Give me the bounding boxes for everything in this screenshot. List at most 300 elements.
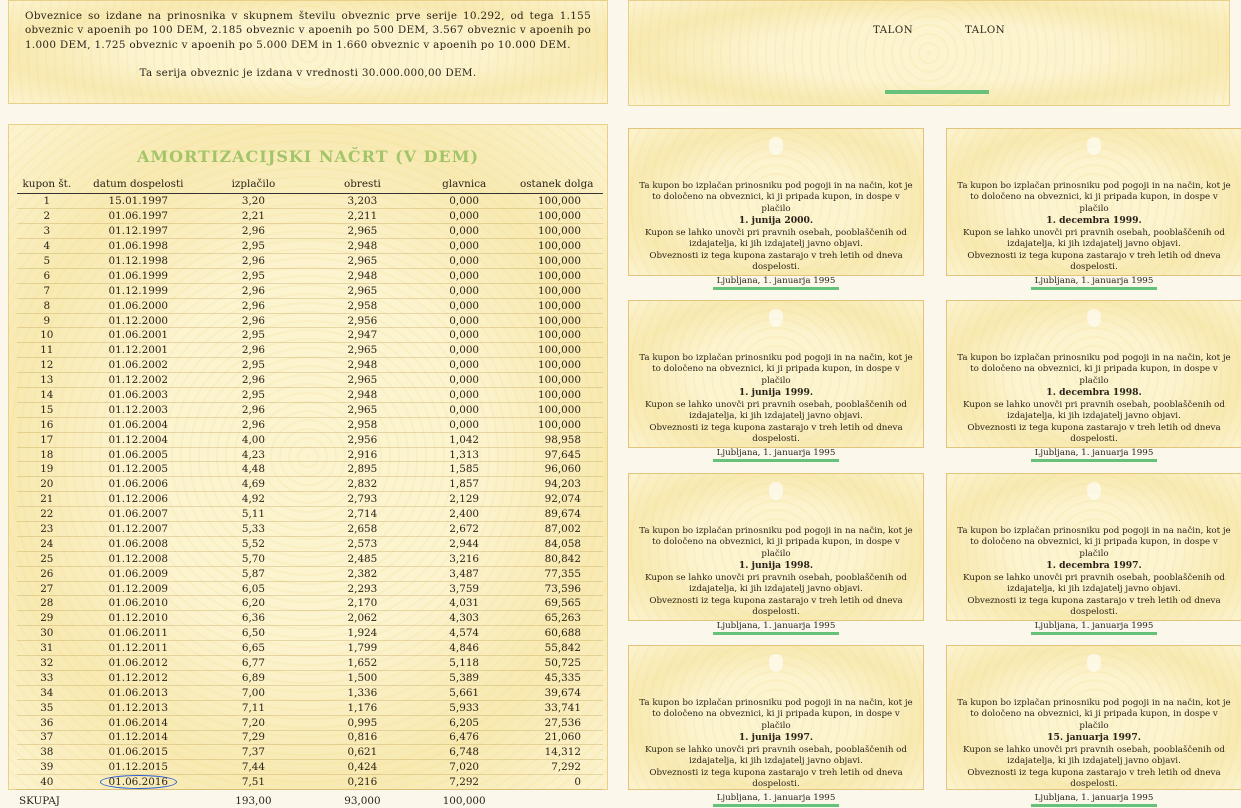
cell-ostanek: 100,000 <box>510 388 603 403</box>
series-value-text: Ta serija obveznic je izdana v vrednosti 30.000.000,00 DEM. <box>139 67 477 80</box>
cell-izplacilo: 2,96 <box>200 254 307 269</box>
cell-kupon: 23 <box>17 522 77 537</box>
cell-glavnica: 0,000 <box>418 283 511 298</box>
coupon-city-date: Ljubljana, 1. januarja 1995 <box>713 448 840 462</box>
cell-obresti: 2,948 <box>307 268 418 283</box>
cell-obresti: 2,965 <box>307 283 418 298</box>
cell-izplacilo: 6,05 <box>200 581 307 596</box>
cell-kupon: 15 <box>17 402 77 417</box>
circled-date: 01.06.2016 <box>100 775 178 789</box>
cell-datum: 01.06.2004 <box>77 417 200 432</box>
table-row <box>17 507 603 522</box>
cell-obresti: 2,714 <box>307 507 418 522</box>
cell-ostanek: 92,074 <box>510 492 603 507</box>
table-row <box>17 417 603 432</box>
cell-izplacilo: 7,20 <box>200 715 307 730</box>
cell-obresti: 1,500 <box>307 670 418 685</box>
cell-izplacilo: 2,96 <box>200 313 307 328</box>
cell-kupon: 32 <box>17 656 77 671</box>
cell-glavnica: 6,748 <box>418 745 511 760</box>
cell-izplacilo: 4,00 <box>200 432 307 447</box>
cell-izplacilo: 2,21 <box>200 209 307 224</box>
cell-izplacilo: 7,11 <box>200 700 307 715</box>
coupon-line1: Ta kupon bo izplačan prinosniku pod pogoji in na način, kot je to določeno na obveznici, ki ji pripada kupon, in dospe v plačilo <box>957 353 1231 386</box>
cell-kupon: 22 <box>17 507 77 522</box>
coupon-line1: Ta kupon bo izplačan prinosniku pod pogoji in na način, kot je to določeno na obveznici, ki ji pripada kupon, in dospe v plačilo <box>957 181 1231 214</box>
cell-ostanek: 100,000 <box>510 343 603 358</box>
cell-kupon: 19 <box>17 462 77 477</box>
cell-ostanek: 100,000 <box>510 268 603 283</box>
cell-ostanek: 45,335 <box>510 670 603 685</box>
cell-glavnica: 0,000 <box>418 373 511 388</box>
cell-kupon: 11 <box>17 343 77 358</box>
coupon-due-date: 1. decembra 1999. <box>1046 215 1142 227</box>
cell-datum <box>77 775 200 790</box>
cell-obresti: 2,382 <box>307 566 418 581</box>
table-row <box>17 492 603 507</box>
totals-obresti: 93,000 <box>307 790 418 808</box>
coupon-line2: Kupon se lahko unovči pri pravnih osebah, pooblaščenih od izdajatelja, ki jih izdajatelj javno objavi. <box>645 399 907 422</box>
cell-obresti: 2,211 <box>307 209 418 224</box>
cell-ostanek: 94,203 <box>510 477 603 492</box>
cell-glavnica: 0,000 <box>418 402 511 417</box>
cell-izplacilo: 3,20 <box>200 194 307 209</box>
coupon-line1: Ta kupon bo izplačan prinosniku pod pogoji in na način, kot je to določeno na obveznici, ki ji pripada kupon, in dospe v plačilo <box>957 526 1231 559</box>
cell-kupon: 26 <box>17 566 77 581</box>
coupon-line3: Obveznosti iz tega kupona zastarajo v treh letih od dneva dospelosti. <box>967 767 1221 790</box>
cell-ostanek: 55,842 <box>510 641 603 656</box>
cell-obresti: 2,832 <box>307 477 418 492</box>
coupon-line2: Kupon se lahko unovči pri pravnih osebah, pooblaščenih od izdajatelja, ki jih izdajatelj javno objavi. <box>645 744 907 767</box>
coupon-text <box>957 526 1231 635</box>
cell-kupon: 37 <box>17 730 77 745</box>
cell-kupon: 20 <box>17 477 77 492</box>
table-row <box>17 402 603 417</box>
cell-glavnica: 0,000 <box>418 254 511 269</box>
cell-ostanek: 100,000 <box>510 224 603 239</box>
cell-glavnica: 4,303 <box>418 611 511 626</box>
coupon-7 <box>628 645 924 803</box>
cell-glavnica: 2,944 <box>418 536 511 551</box>
coupon-line2: Kupon se lahko unovči pri pravnih osebah, pooblaščenih od izdajatelja, ki jih izdajatelj javno objavi. <box>963 744 1225 767</box>
cell-datum: 01.06.2008 <box>77 536 200 551</box>
cell-kupon: 39 <box>17 760 77 775</box>
table-row <box>17 313 603 328</box>
cell-kupon: 12 <box>17 358 77 373</box>
coupon-line3: Obveznosti iz tega kupona zastarajo v treh letih od dneva dospelosti. <box>967 595 1221 618</box>
cell-glavnica: 6,476 <box>418 730 511 745</box>
cell-izplacilo: 2,95 <box>200 268 307 283</box>
table-row <box>17 447 603 462</box>
coupon-line3: Obveznosti iz tega kupona zastarajo v treh letih od dneva dospelosti. <box>649 767 903 790</box>
cell-glavnica: 0,000 <box>418 224 511 239</box>
cell-kupon: 35 <box>17 700 77 715</box>
cell-ostanek: 27,536 <box>510 715 603 730</box>
cell-ostanek: 100,000 <box>510 239 603 254</box>
cell-ostanek: 100,000 <box>510 298 603 313</box>
cell-kupon: 10 <box>17 328 77 343</box>
coupon-line1: Ta kupon bo izplačan prinosniku pod pogoji in na način, kot je to določeno na obveznici, ki ji pripada kupon, in dospe v plačilo <box>957 698 1231 731</box>
cell-kupon: 2 <box>17 209 77 224</box>
cell-datum: 01.06.2000 <box>77 298 200 313</box>
cell-kupon: 36 <box>17 715 77 730</box>
cell-glavnica: 5,389 <box>418 670 511 685</box>
cell-datum: 01.12.2004 <box>77 432 200 447</box>
table-row <box>17 611 603 626</box>
table-row <box>17 477 603 492</box>
cell-obresti: 3,203 <box>307 194 418 209</box>
cell-obresti: 1,336 <box>307 685 418 700</box>
cell-datum: 01.12.2011 <box>77 641 200 656</box>
cell-obresti: 2,062 <box>307 611 418 626</box>
coupon-text <box>957 698 1231 807</box>
cell-ostanek: 100,000 <box>510 358 603 373</box>
amortization-plan <box>8 124 608 808</box>
cell-glavnica: 1,042 <box>418 432 511 447</box>
cell-glavnica: 7,020 <box>418 760 511 775</box>
cell-izplacilo: 2,96 <box>200 283 307 298</box>
coupon-line2: Kupon se lahko unovči pri pravnih osebah, pooblaščenih od izdajatelja, ki jih izdajatelj javno objavi. <box>963 227 1225 250</box>
cell-kupon: 34 <box>17 685 77 700</box>
cell-datum: 01.12.1998 <box>77 254 200 269</box>
bond-info-paragraph: Obveznice so izdane na prinosnika v skupnem številu obveznic prve serije 10.292, od tega 1.155 obveznic v apoenih po 100 DEM, 2.185 obveznic v apoenih po 500 DEM, 3.567 obveznic v apoenih po 1.000 DEM, 1.725 obveznic v apoenih po 5.000 DEM in 1.660 obveznic v apoenih po 10.000 DEM. <box>25 10 591 51</box>
cell-datum: 01.06.1999 <box>77 268 200 283</box>
cell-kupon: 33 <box>17 670 77 685</box>
cell-izplacilo: 2,95 <box>200 388 307 403</box>
coupon-4 <box>946 300 1241 458</box>
cell-glavnica: 2,672 <box>418 522 511 537</box>
table-row <box>17 700 603 715</box>
cell-datum: 01.12.2010 <box>77 611 200 626</box>
cell-obresti: 2,948 <box>307 388 418 403</box>
amortization-table <box>17 179 603 808</box>
coupon-city-date: Ljubljana, 1. januarja 1995 <box>1031 448 1158 462</box>
cell-kupon: 25 <box>17 551 77 566</box>
cell-kupon: 38 <box>17 745 77 760</box>
cell-ostanek: 84,058 <box>510 536 603 551</box>
cell-datum: 01.12.2008 <box>77 551 200 566</box>
cell-ostanek: 87,002 <box>510 522 603 537</box>
cell-datum: 01.12.1999 <box>77 283 200 298</box>
cell-obresti: 2,965 <box>307 373 418 388</box>
cell-kupon: 18 <box>17 447 77 462</box>
cell-izplacilo: 6,36 <box>200 611 307 626</box>
table-row <box>17 343 603 358</box>
cell-obresti: 1,652 <box>307 656 418 671</box>
cell-izplacilo: 6,20 <box>200 596 307 611</box>
cell-izplacilo: 2,95 <box>200 328 307 343</box>
cell-ostanek: 100,000 <box>510 373 603 388</box>
coupon-1 <box>628 128 924 286</box>
crest-icon <box>769 654 783 672</box>
cell-izplacilo: 5,11 <box>200 507 307 522</box>
cell-izplacilo: 6,77 <box>200 656 307 671</box>
cell-ostanek: 69,565 <box>510 596 603 611</box>
totals-label: SKUPAJ <box>17 790 77 808</box>
cell-kupon: 31 <box>17 641 77 656</box>
crest-icon <box>1087 654 1101 672</box>
totals-izplacilo: 193,00 <box>200 790 307 808</box>
coupon-city-date: Ljubljana, 1. januarja 1995 <box>713 793 840 807</box>
cell-obresti: 2,658 <box>307 522 418 537</box>
coupon-6 <box>946 473 1241 631</box>
cell-datum: 01.06.1998 <box>77 239 200 254</box>
cell-kupon: 21 <box>17 492 77 507</box>
coupon-due-date: 15. januarja 1997. <box>1047 732 1141 744</box>
cell-obresti: 2,965 <box>307 254 418 269</box>
cell-glavnica: 0,000 <box>418 194 511 209</box>
cell-datum: 01.12.2005 <box>77 462 200 477</box>
cell-obresti: 2,965 <box>307 343 418 358</box>
table-row <box>17 432 603 447</box>
table-row <box>17 551 603 566</box>
bond-info-panel <box>8 0 608 104</box>
table-row <box>17 760 603 775</box>
cell-izplacilo: 7,00 <box>200 685 307 700</box>
cell-datum: 01.12.2001 <box>77 343 200 358</box>
cell-izplacilo: 2,96 <box>200 224 307 239</box>
table-row <box>17 462 603 477</box>
cell-datum: 01.06.2010 <box>77 596 200 611</box>
cell-obresti: 2,573 <box>307 536 418 551</box>
cell-izplacilo: 5,33 <box>200 522 307 537</box>
coupon-city-date: Ljubljana, 1. januarja 1995 <box>1031 621 1158 635</box>
table-row <box>17 566 603 581</box>
cell-glavnica: 1,313 <box>418 447 511 462</box>
cell-glavnica: 4,031 <box>418 596 511 611</box>
talon-panel <box>628 0 1230 106</box>
coupon-5 <box>628 473 924 631</box>
cell-glavnica: 3,487 <box>418 566 511 581</box>
cell-ostanek: 77,355 <box>510 566 603 581</box>
cell-izplacilo: 2,96 <box>200 417 307 432</box>
table-row <box>17 283 603 298</box>
cell-glavnica: 0,000 <box>418 268 511 283</box>
cell-kupon: 6 <box>17 268 77 283</box>
cell-glavnica: 3,216 <box>418 551 511 566</box>
cell-obresti: 2,965 <box>307 224 418 239</box>
cell-kupon: 13 <box>17 373 77 388</box>
cell-glavnica: 1,857 <box>418 477 511 492</box>
table-row <box>17 239 603 254</box>
coupon-line3: Obveznosti iz tega kupona zastarajo v treh letih od dneva dospelosti. <box>649 250 903 273</box>
coupon-2 <box>946 128 1241 286</box>
cell-izplacilo: 2,96 <box>200 402 307 417</box>
cell-datum: 01.12.2002 <box>77 373 200 388</box>
cell-glavnica: 0,000 <box>418 343 511 358</box>
cell-kupon: 9 <box>17 313 77 328</box>
cell-izplacilo: 4,92 <box>200 492 307 507</box>
cell-ostanek: 50,725 <box>510 656 603 671</box>
cell-glavnica: 0,000 <box>418 209 511 224</box>
table-row <box>17 268 603 283</box>
cell-izplacilo: 7,29 <box>200 730 307 745</box>
coupon-text <box>957 353 1231 462</box>
cell-ostanek: 0 <box>510 775 603 790</box>
table-row <box>17 209 603 224</box>
coupon-city-date: Ljubljana, 1. januarja 1995 <box>713 276 840 290</box>
coupon-line1: Ta kupon bo izplačan prinosniku pod pogoji in na način, kot je to določeno na obveznici, ki ji pripada kupon, in dospe v plačilo <box>639 698 913 731</box>
table-row <box>17 596 603 611</box>
coupon-line3: Obveznosti iz tega kupona zastarajo v treh letih od dneva dospelosti. <box>967 250 1221 273</box>
cell-izplacilo: 4,48 <box>200 462 307 477</box>
cell-ostanek: 21,060 <box>510 730 603 745</box>
cell-glavnica: 0,000 <box>418 328 511 343</box>
coupon-8 <box>946 645 1241 803</box>
cell-datum: 01.06.2005 <box>77 447 200 462</box>
cell-obresti: 1,799 <box>307 641 418 656</box>
cell-obresti: 0,816 <box>307 730 418 745</box>
cell-obresti: 2,958 <box>307 298 418 313</box>
table-row <box>17 581 603 596</box>
cell-izplacilo: 6,50 <box>200 626 307 641</box>
cell-datum: 01.06.2001 <box>77 328 200 343</box>
cell-obresti: 1,924 <box>307 626 418 641</box>
cell-ostanek: 100,000 <box>510 209 603 224</box>
cell-datum: 01.06.2011 <box>77 626 200 641</box>
crest-icon <box>769 309 783 327</box>
cell-izplacilo: 2,96 <box>200 298 307 313</box>
cell-izplacilo: 2,95 <box>200 239 307 254</box>
cell-izplacilo: 6,65 <box>200 641 307 656</box>
cell-obresti: 2,948 <box>307 239 418 254</box>
cell-datum: 01.12.2012 <box>77 670 200 685</box>
coupon-line2: Kupon se lahko unovči pri pravnih osebah, pooblaščenih od izdajatelja, ki jih izdajatelj javno objavi. <box>645 572 907 595</box>
table-row <box>17 194 603 209</box>
cell-glavnica: 0,000 <box>418 358 511 373</box>
table-row <box>17 656 603 671</box>
cell-ostanek: 100,000 <box>510 194 603 209</box>
table-row <box>17 775 603 790</box>
table-header-row <box>17 179 603 194</box>
cell-kupon: 1 <box>17 194 77 209</box>
cell-izplacilo: 5,52 <box>200 536 307 551</box>
cell-ostanek: 33,741 <box>510 700 603 715</box>
crest-icon <box>1087 137 1101 155</box>
cell-izplacilo: 5,87 <box>200 566 307 581</box>
crest-icon <box>1087 309 1101 327</box>
cell-datum: 01.12.2003 <box>77 402 200 417</box>
coupon-line2: Kupon se lahko unovči pri pravnih osebah, pooblaščenih od izdajatelja, ki jih izdajatelj javno objavi. <box>963 572 1225 595</box>
cell-glavnica: 5,933 <box>418 700 511 715</box>
header-glavnica: glavnica <box>418 179 511 194</box>
table-row <box>17 626 603 641</box>
table-row <box>17 670 603 685</box>
cell-izplacilo: 6,89 <box>200 670 307 685</box>
cell-izplacilo: 7,51 <box>200 775 307 790</box>
cell-glavnica: 0,000 <box>418 298 511 313</box>
cell-kupon: 24 <box>17 536 77 551</box>
table-row <box>17 730 603 745</box>
coupon-text <box>957 181 1231 290</box>
cell-glavnica: 2,400 <box>418 507 511 522</box>
cell-izplacilo: 4,23 <box>200 447 307 462</box>
cell-glavnica: 0,000 <box>418 313 511 328</box>
cell-obresti: 1,176 <box>307 700 418 715</box>
totals-glavnica: 100,000 <box>418 790 511 808</box>
coupon-city-date: Ljubljana, 1. januarja 1995 <box>713 621 840 635</box>
cell-obresti: 2,948 <box>307 358 418 373</box>
cell-glavnica: 5,661 <box>418 685 511 700</box>
table-row <box>17 388 603 403</box>
cell-izplacilo: 5,70 <box>200 551 307 566</box>
cell-datum: 01.12.2007 <box>77 522 200 537</box>
cell-ostanek: 89,674 <box>510 507 603 522</box>
cell-obresti: 2,895 <box>307 462 418 477</box>
coupon-text <box>639 698 913 807</box>
cell-datum: 15.01.1997 <box>77 194 200 209</box>
crest-icon <box>769 482 783 500</box>
cell-ostanek: 100,000 <box>510 417 603 432</box>
header-datum: datum dospelosti <box>77 179 200 194</box>
coupon-line3: Obveznosti iz tega kupona zastarajo v treh letih od dneva dospelosti. <box>649 595 903 618</box>
talon-label-left: TALON <box>873 25 914 36</box>
cell-datum: 01.12.2013 <box>77 700 200 715</box>
coupon-line1: Ta kupon bo izplačan prinosniku pod pogoji in na način, kot je to določeno na obveznici, ki ji pripada kupon, in dospe v plačilo <box>639 526 913 559</box>
table-row <box>17 685 603 700</box>
cell-ostanek: 73,596 <box>510 581 603 596</box>
cell-kupon: 7 <box>17 283 77 298</box>
cell-ostanek: 65,263 <box>510 611 603 626</box>
coupon-due-date: 1. junija 2000. <box>738 215 814 227</box>
cell-glavnica: 0,000 <box>418 417 511 432</box>
cell-izplacilo: 4,69 <box>200 477 307 492</box>
coupon-line3: Obveznosti iz tega kupona zastarajo v treh letih od dneva dospelosti. <box>967 422 1221 445</box>
cell-kupon: 17 <box>17 432 77 447</box>
cell-obresti: 2,293 <box>307 581 418 596</box>
cell-datum: 01.06.2012 <box>77 656 200 671</box>
cell-ostanek: 100,000 <box>510 254 603 269</box>
cell-glavnica: 4,574 <box>418 626 511 641</box>
cell-glavnica: 7,292 <box>418 775 511 790</box>
cell-izplacilo: 7,44 <box>200 760 307 775</box>
cell-datum: 01.06.2003 <box>77 388 200 403</box>
cell-kupon: 27 <box>17 581 77 596</box>
coupon-3 <box>628 300 924 458</box>
table-row <box>17 224 603 239</box>
crest-icon <box>769 137 783 155</box>
table-row <box>17 536 603 551</box>
cell-obresti: 0,216 <box>307 775 418 790</box>
cell-kupon: 8 <box>17 298 77 313</box>
table-row <box>17 641 603 656</box>
cell-obresti: 0,424 <box>307 760 418 775</box>
cell-datum: 01.12.2015 <box>77 760 200 775</box>
cell-ostanek: 98,958 <box>510 432 603 447</box>
cell-ostanek: 97,645 <box>510 447 603 462</box>
coupon-city-date: Ljubljana, 1. januarja 1995 <box>1031 793 1158 807</box>
cell-kupon: 4 <box>17 239 77 254</box>
cell-ostanek: 100,000 <box>510 283 603 298</box>
table-row <box>17 373 603 388</box>
cell-obresti: 0,621 <box>307 745 418 760</box>
cell-glavnica: 0,000 <box>418 239 511 254</box>
cell-izplacilo: 2,96 <box>200 343 307 358</box>
cell-glavnica: 2,129 <box>418 492 511 507</box>
cell-obresti: 2,958 <box>307 417 418 432</box>
coupon-text <box>639 181 913 290</box>
cell-datum: 01.06.2013 <box>77 685 200 700</box>
cell-izplacilo: 2,95 <box>200 358 307 373</box>
coupon-line3: Obveznosti iz tega kupona zastarajo v treh letih od dneva dospelosti. <box>649 422 903 445</box>
cell-obresti: 0,995 <box>307 715 418 730</box>
cell-izplacilo: 2,96 <box>200 373 307 388</box>
coupon-due-date: 1. decembra 1997. <box>1046 560 1142 572</box>
cell-ostanek: 14,312 <box>510 745 603 760</box>
talon-green-bar <box>885 90 989 94</box>
header-kupon: kupon št. <box>17 179 77 194</box>
cell-obresti: 2,793 <box>307 492 418 507</box>
